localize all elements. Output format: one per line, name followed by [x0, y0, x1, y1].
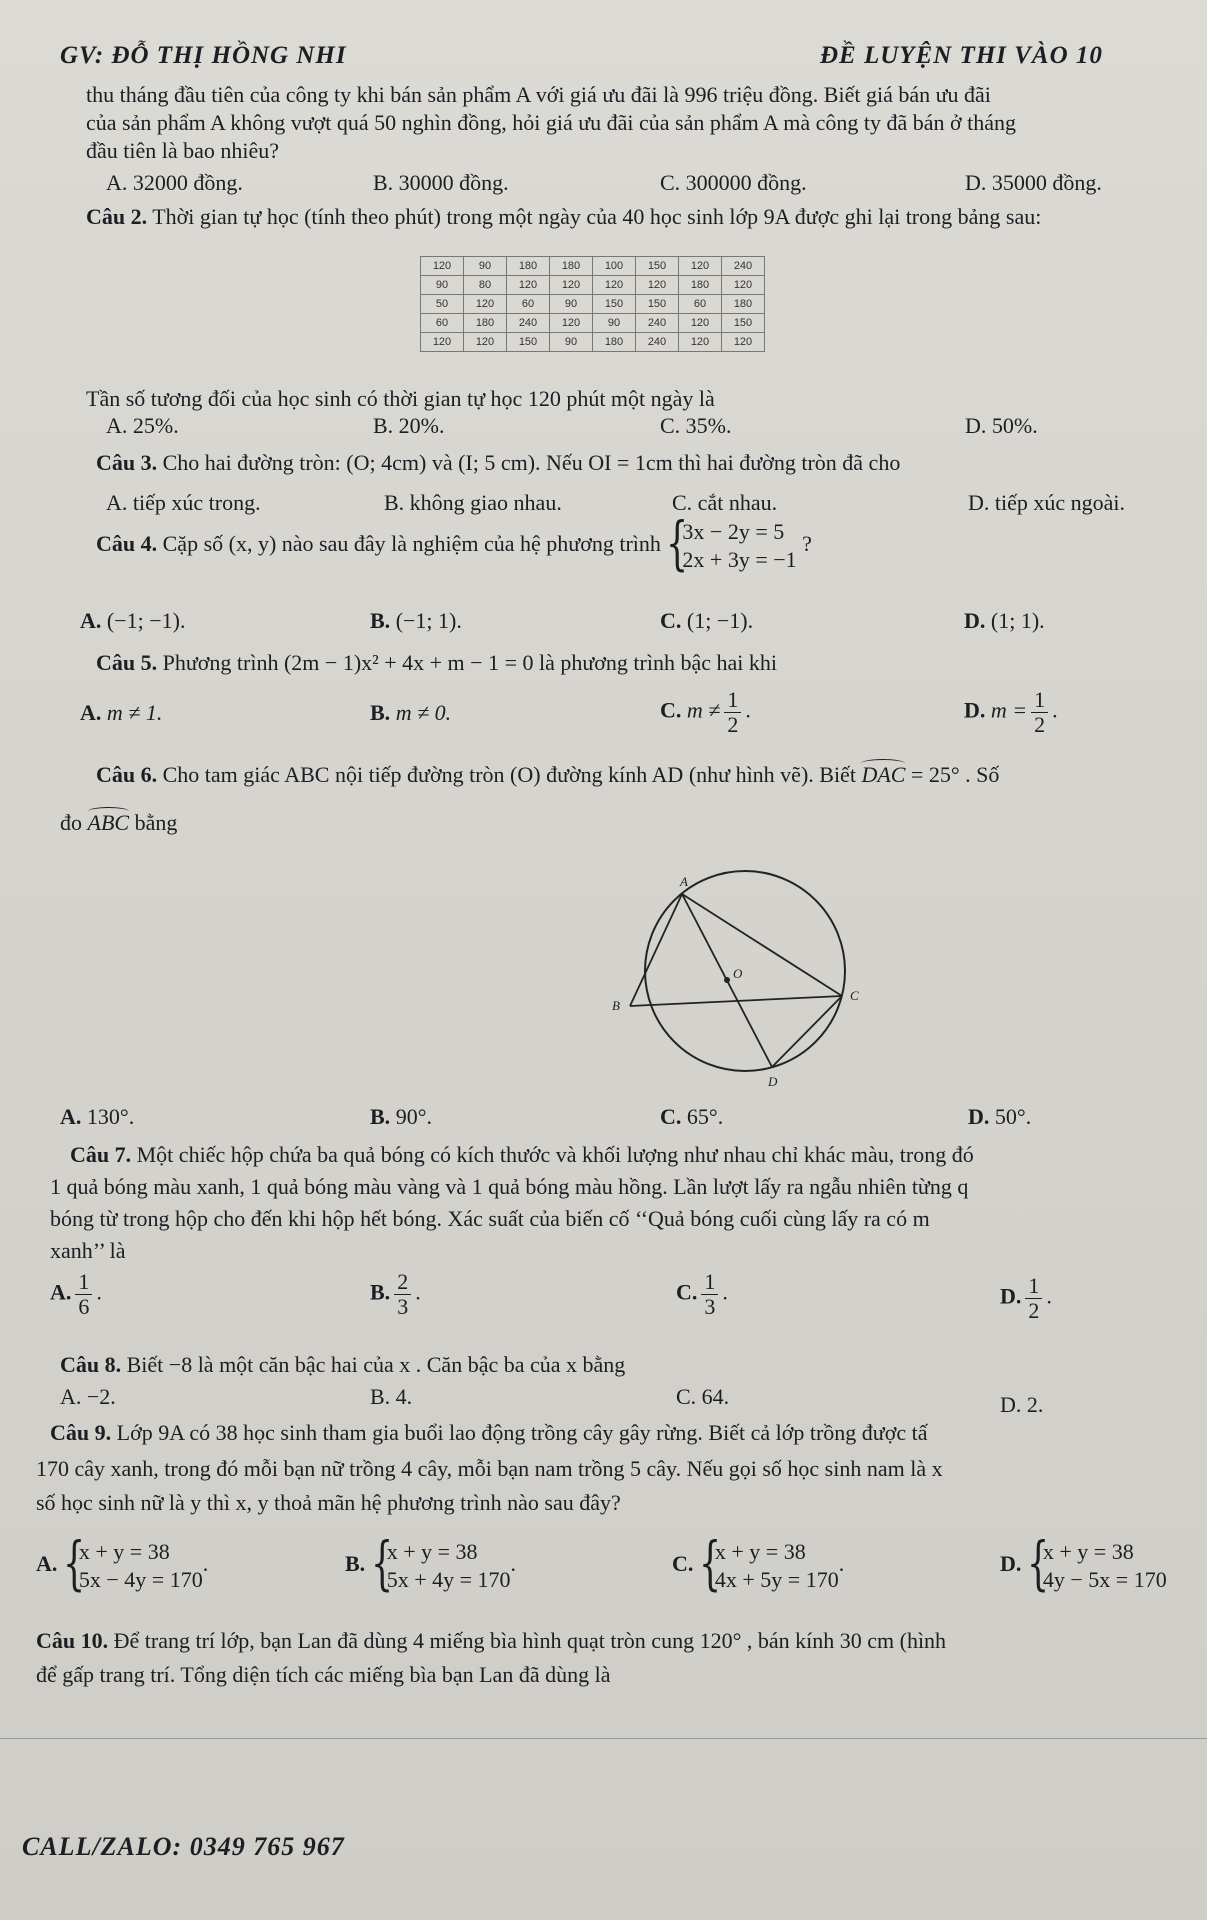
table-cell: 150 — [507, 333, 550, 352]
footer-contact: CALL/ZALO: 0349 765 967 — [22, 1832, 345, 1861]
q7-stem-line1 — [70, 1142, 974, 1168]
q4-value-c: (1; −1). — [686, 608, 754, 633]
q7-frac-a-num: 1 — [75, 1270, 92, 1295]
q8-label: Câu 8. — [60, 1352, 122, 1377]
q6-option-a — [60, 1104, 134, 1130]
q6-stem-line2 — [60, 810, 177, 836]
q7-stem-line2: 1 quả bóng màu xanh, 1 quả bóng màu vàng và 1 quả bóng màu hồng. Lần lượt lấy ra ngẫu nhiên từng q — [50, 1174, 969, 1199]
brace-icon: { — [666, 509, 689, 577]
table-cell: 120 — [679, 314, 722, 333]
q9-system-c — [698, 1529, 839, 1597]
table-cell: 90 — [550, 295, 593, 314]
q3-text: Cho hai đường tròn: (O; 4cm) và (I; 5 cm). Nếu OI = 1cm thì hai đường tròn đã cho — [157, 450, 901, 475]
table-cell: 240 — [722, 257, 765, 276]
q4-eq2: 2x + 3y = −1 — [682, 547, 797, 572]
brace-icon: { — [370, 1529, 393, 1597]
table-cell: 120 — [593, 276, 636, 295]
table-cell: 120 — [464, 333, 507, 352]
q5-dot-d: . — [1052, 697, 1058, 723]
q7-frac-d-num: 1 — [1025, 1274, 1042, 1299]
brace-icon: { — [62, 1529, 86, 1597]
q7-option-c — [676, 1270, 728, 1319]
table-cell: 150 — [593, 295, 636, 314]
table-cell: 90 — [464, 257, 507, 276]
table-cell: 80 — [464, 276, 507, 295]
q6-line2-post: bằng — [129, 810, 178, 835]
table-cell: 240 — [636, 314, 679, 333]
side-ab — [630, 894, 682, 1006]
study-time-table — [420, 256, 765, 352]
q6-letter-c: C. — [660, 1104, 682, 1129]
table-cell: 150 — [722, 314, 765, 333]
q5-letter-a: A. — [80, 700, 102, 725]
q1-text-line1: thu tháng đầu tiên của công ty khi bán sản phẩm A với giá ưu đãi là 996 triệu đồng. Biết giá bán ưu đãi — [86, 82, 991, 107]
table-cell: 120 — [679, 257, 722, 276]
q9-option-c — [672, 1529, 845, 1597]
table-cell: 60 — [421, 314, 464, 333]
q6-text2: = 25° . Số — [905, 762, 1000, 787]
q7-dot-c: . — [722, 1279, 728, 1305]
q9-c-eq1: x + y = 38 — [714, 1539, 806, 1564]
q9-label: Câu 9. — [50, 1420, 112, 1445]
table-cell: 120 — [421, 333, 464, 352]
q7-letter-b: B. — [370, 1279, 391, 1305]
q9-b-eq1: x + y = 38 — [386, 1539, 478, 1564]
q6-option-b — [370, 1104, 432, 1130]
q6-angle-abc: ABC — [87, 810, 130, 835]
q5-letter-d: D. — [964, 697, 986, 723]
table-cell: 120 — [507, 276, 550, 295]
q7-dot-b: . — [415, 1279, 421, 1305]
q1-option-d: D. 35000 đồng. — [965, 170, 1102, 195]
q8-option-a: A. −2. — [60, 1384, 116, 1409]
table-cell: 120 — [722, 333, 765, 352]
q2-label: Câu 2. — [86, 204, 148, 229]
q7-dot-a: . — [96, 1279, 102, 1305]
q8-option-d: D. 2. — [1000, 1392, 1044, 1417]
q7-frac-d — [1025, 1274, 1042, 1323]
q6-label: Câu 6. — [96, 762, 158, 787]
table-cell: 120 — [722, 276, 765, 295]
q7-frac-c-num: 1 — [701, 1270, 718, 1295]
q2-stem — [86, 204, 1041, 230]
q4-letter-a: A. — [80, 608, 102, 633]
q9-stem-line1 — [50, 1420, 928, 1446]
q5-text: Phương trình (2m − 1)x² + 4x + m − 1 = 0 là phương trình bậc hai khi — [157, 650, 777, 675]
q5-option-c — [660, 688, 751, 737]
table-row — [421, 257, 765, 276]
q9-stem-line3: số học sinh nữ là y thì x, y thoả mãn hệ phương trình nào sau đây? — [36, 1490, 621, 1515]
q4-option-a — [80, 608, 185, 634]
q9-stem-line2: 170 cây xanh, trong đó mỗi bạn nữ trồng 4 cây, mỗi bạn nam trồng 5 cây. Nếu gọi số học sinh nam là x — [36, 1456, 943, 1481]
q8-stem — [60, 1352, 625, 1378]
q2-option-c: C. 35%. — [660, 413, 732, 438]
q9-letter-c: C. — [672, 1551, 694, 1577]
q2-option-a: A. 25%. — [106, 413, 179, 438]
q9-system-b — [370, 1529, 511, 1597]
table-cell: 120 — [636, 276, 679, 295]
q9-text1: Lớp 9A có 38 học sinh tham gia buổi lao động trồng cây gây rừng. Biết cả lớp trồng được tấ — [111, 1420, 928, 1445]
q3-option-d: D. tiếp xúc ngoài. — [968, 490, 1126, 515]
teacher-name: GV: ĐỖ THỊ HỒNG NHI — [60, 42, 347, 69]
q4-option-d — [964, 608, 1045, 634]
q6-option-d — [968, 1104, 1031, 1130]
q4-letter-c: C. — [660, 608, 682, 633]
q1-text-line2: của sản phẩm A không vượt quá 50 nghìn đồng, hỏi giá ưu đãi của sản phẩm A mà công ty đã bán ở tháng — [86, 110, 1017, 135]
q9-letter-a: A. — [36, 1551, 58, 1577]
q7-option-b — [370, 1270, 421, 1319]
q6-value-d: 50°. — [994, 1104, 1032, 1129]
table-cell: 240 — [636, 333, 679, 352]
q6-stem — [96, 762, 999, 788]
q5-value-c: m ≠ — [686, 697, 721, 723]
q1-option-a: A. 32000 đồng. — [106, 170, 243, 195]
q6-angle-dac: DAC — [861, 762, 906, 787]
table-cell: 120 — [679, 333, 722, 352]
q4-letter-b: B. — [370, 608, 391, 633]
q1-option-b: B. 30000 đồng. — [373, 170, 509, 195]
q9-a-eq1: x + y = 38 — [78, 1539, 170, 1564]
table-cell: 180 — [464, 314, 507, 333]
q9-dot-c: . — [838, 1551, 845, 1577]
q6-letter-b: B. — [370, 1104, 391, 1129]
q4-mark: ? — [802, 531, 812, 557]
q10-stem-line1 — [36, 1628, 946, 1654]
q7-stem-line4: xanh’’ là — [50, 1238, 126, 1263]
table-row — [421, 333, 765, 352]
circle-o — [645, 871, 845, 1071]
table-cell: 90 — [550, 333, 593, 352]
table-row — [421, 314, 765, 333]
table-cell: 180 — [507, 257, 550, 276]
q2-option-d: D. 50%. — [965, 413, 1038, 438]
q5-frac-c — [724, 688, 741, 737]
table-cell: 120 — [464, 295, 507, 314]
q9-b-eq2: 5x + 4y = 170 — [386, 1567, 511, 1592]
q4-system — [666, 509, 797, 577]
table-cell: 120 — [550, 314, 593, 333]
q7-frac-d-den: 2 — [1028, 1298, 1040, 1323]
q9-system-a — [62, 1529, 203, 1597]
q9-letter-d: D. — [1000, 1551, 1022, 1577]
table-cell: 120 — [421, 257, 464, 276]
q4-value-a: (−1; −1). — [106, 608, 186, 633]
q9-letter-b: B. — [345, 1551, 366, 1577]
q7-letter-c: C. — [676, 1279, 698, 1305]
center-point — [724, 977, 730, 983]
table-cell: 180 — [550, 257, 593, 276]
table-cell: 100 — [593, 257, 636, 276]
table-cell: 180 — [722, 295, 765, 314]
q10-text1: Để trang trí lớp, bạn Lan đã dùng 4 miếng bìa hình quạt tròn cung 120° , bán kính 30 cm (hình — [108, 1628, 947, 1653]
table-cell: 150 — [636, 295, 679, 314]
q6-text: Cho tam giác ABC nội tiếp đường tròn (O) đường kính AD (như hình vẽ). Biết — [157, 762, 862, 787]
q5-stem — [96, 650, 777, 676]
q9-c-eq2: 4x + 5y = 170 — [714, 1567, 839, 1592]
q2-question: Tần số tương đối của học sinh có thời gian tự học 120 phút một ngày là — [86, 386, 715, 411]
q4-stem — [96, 509, 812, 577]
q3-stem — [96, 450, 900, 476]
q4-option-b — [370, 608, 462, 634]
q6-value-b: 90°. — [395, 1104, 432, 1129]
q5-letter-c: C. — [660, 697, 682, 723]
q7-frac-c-den: 3 — [704, 1294, 716, 1319]
q5-option-a — [80, 700, 162, 726]
q4-value-b: (−1; 1). — [395, 608, 462, 633]
q7-option-a — [50, 1270, 102, 1319]
q3-option-b: B. không giao nhau. — [384, 490, 562, 515]
q8-option-b: B. 4. — [370, 1384, 413, 1409]
label-b: B — [612, 998, 620, 1013]
q2-option-b: B. 20%. — [373, 413, 445, 438]
q5-option-b — [370, 700, 451, 726]
q4-label: Câu 4. — [96, 531, 158, 557]
q5-frac-c-num: 1 — [724, 688, 741, 713]
q7-option-d — [1000, 1274, 1052, 1323]
q10-stem-line2: để gấp trang trí. Tổng diện tích các miếng bìa bạn Lan đã dùng là — [36, 1662, 611, 1687]
q7-frac-b-num: 2 — [394, 1270, 411, 1295]
q8-option-c: C. 64. — [676, 1384, 730, 1409]
q9-dot-b: . — [510, 1551, 517, 1577]
q9-a-eq2: 5x − 4y = 170 — [78, 1567, 203, 1592]
q3-label: Câu 3. — [96, 450, 158, 475]
q5-frac-d — [1031, 688, 1048, 737]
q5-frac-d-den: 2 — [1034, 712, 1046, 737]
q9-dot-a: . — [202, 1551, 209, 1577]
brace-icon: { — [698, 1529, 722, 1597]
table-cell: 90 — [421, 276, 464, 295]
q9-d-eq1: x + y = 38 — [1042, 1539, 1134, 1564]
q9-system-d — [1026, 1529, 1167, 1597]
q7-frac-c — [701, 1270, 718, 1319]
q9-d-eq2: 4y − 5x = 170 — [1042, 1567, 1167, 1592]
q4-option-c — [660, 608, 753, 634]
side-dc — [772, 996, 842, 1067]
table-cell: 150 — [636, 257, 679, 276]
q6-letter-a: A. — [60, 1104, 82, 1129]
label-d: D — [768, 1074, 778, 1089]
table-cell: 180 — [593, 333, 636, 352]
table-cell: 50 — [421, 295, 464, 314]
q5-letter-b: B. — [370, 700, 391, 725]
q8-text: Biết −8 là một căn bậc hai của x . Căn bậc ba của x bằng — [121, 1352, 626, 1377]
q7-frac-b-den: 3 — [397, 1294, 409, 1319]
table-cell: 60 — [507, 295, 550, 314]
table-cell: 60 — [679, 295, 722, 314]
q4-eq1: 3x − 2y = 5 — [682, 519, 785, 544]
circle-figure — [600, 846, 890, 1096]
q6-value-a: 130°. — [86, 1104, 135, 1129]
q1-option-c: C. 300000 đồng. — [660, 170, 807, 195]
q7-label: Câu 7. — [70, 1142, 132, 1167]
label-o: O — [733, 966, 743, 981]
q6-line2-pre: đo — [60, 810, 88, 835]
q7-frac-a — [75, 1270, 92, 1319]
table-row — [421, 276, 765, 295]
table-cell: 120 — [550, 276, 593, 295]
q7-letter-d: D. — [1000, 1283, 1022, 1309]
table-cell: 180 — [679, 276, 722, 295]
q7-frac-b — [394, 1270, 411, 1319]
q5-option-d — [964, 688, 1058, 737]
table-cell: 240 — [507, 314, 550, 333]
q6-value-c: 65°. — [686, 1104, 724, 1129]
q6-option-c — [660, 1104, 723, 1130]
q3-option-a: A. tiếp xúc trong. — [106, 490, 261, 515]
q9-option-d — [1000, 1529, 1167, 1597]
table-cell: 90 — [593, 314, 636, 333]
exam-title: ĐỀ LUYỆN THI VÀO 10 — [820, 42, 1103, 69]
q2-text: Thời gian tự học (tính theo phút) trong một ngày của 40 học sinh lớp 9A được ghi lại trong bảng sau: — [147, 204, 1042, 229]
q5-value-d: m = — [990, 697, 1028, 723]
footer-divider — [0, 1738, 1207, 1739]
q3-option-c: C. cắt nhau. — [672, 490, 778, 515]
q7-frac-a-den: 6 — [78, 1294, 90, 1319]
label-c: C — [850, 988, 859, 1003]
q5-dot-c: . — [745, 697, 751, 723]
label-a: A — [680, 874, 688, 889]
q1-text-line3: đầu tiên là bao nhiêu? — [86, 138, 280, 163]
q5-frac-c-den: 2 — [727, 712, 739, 737]
q9-option-a — [36, 1529, 209, 1597]
q7-letter-a: A. — [50, 1279, 72, 1305]
q6-letter-d: D. — [968, 1104, 990, 1129]
q4-text: Cặp số (x, y) nào sau đây là nghiệm của hệ phương trình — [157, 531, 661, 557]
brace-icon: { — [1026, 1529, 1050, 1597]
q5-frac-d-num: 1 — [1031, 688, 1048, 713]
q5-label: Câu 5. — [96, 650, 158, 675]
q7-stem-line3: bóng từ trong hộp cho đến khi hộp hết bóng. Xác suất của biến cố ‘‘Quả bóng cuối cùng lấy ra có m — [50, 1206, 930, 1231]
side-ac — [682, 894, 842, 996]
q5-value-a: m ≠ 1. — [106, 700, 163, 725]
table-row — [421, 295, 765, 314]
q10-label: Câu 10. — [36, 1628, 109, 1653]
q4-letter-d: D. — [964, 608, 986, 633]
q4-value-d: (1; 1). — [990, 608, 1045, 633]
q7-text1: Một chiếc hộp chứa ba quả bóng có kích thước và khối lượng như nhau chỉ khác màu, trong đó — [131, 1142, 974, 1167]
q5-value-b: m ≠ 0. — [395, 700, 452, 725]
q7-dot-d: . — [1046, 1283, 1052, 1309]
q9-option-b — [345, 1529, 517, 1597]
